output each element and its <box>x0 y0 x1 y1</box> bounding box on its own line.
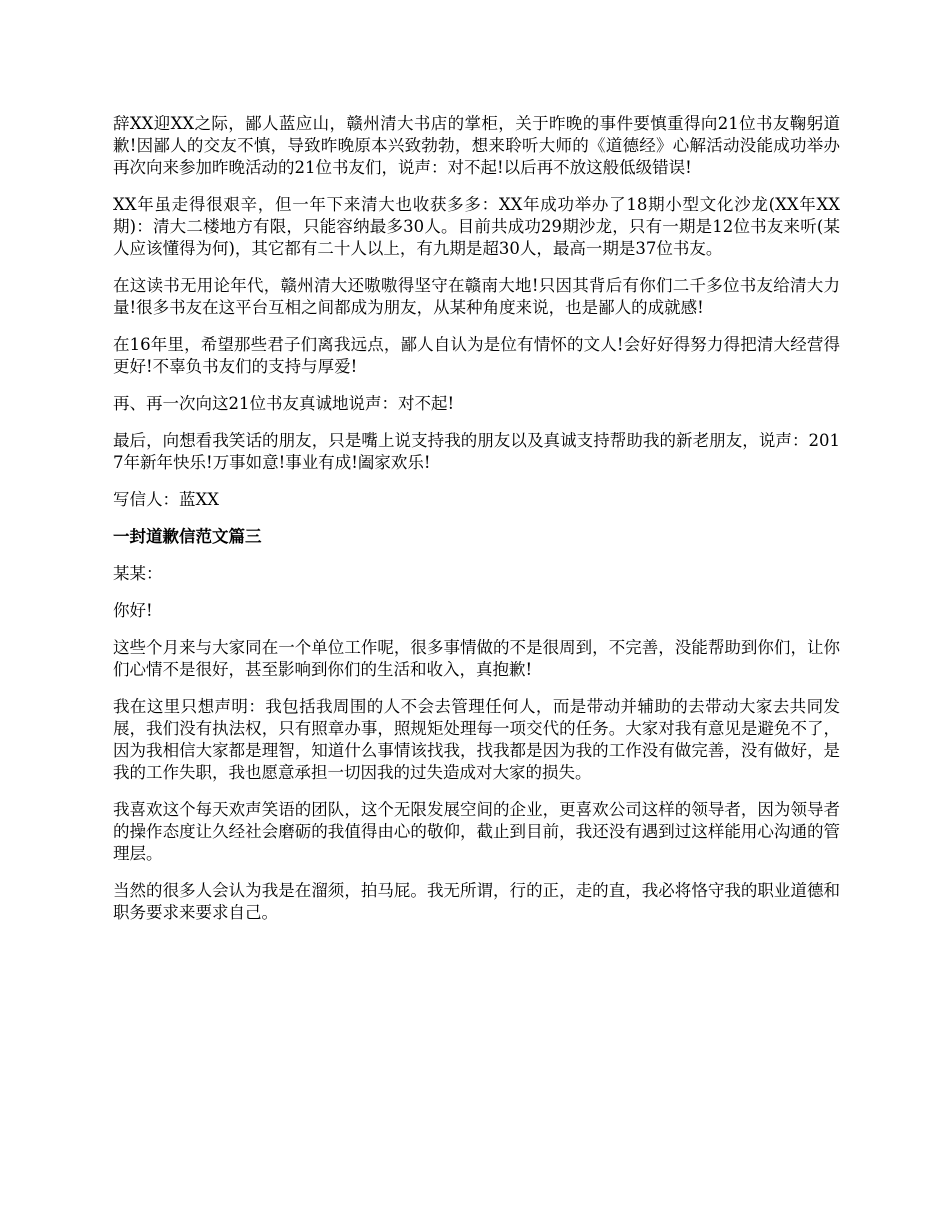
paragraph-year-review: XX年虽走得很艰辛，但一年下来清大也收获多多：XX年成功举办了18期小型文化沙龙(XX年XX期)：清大二楼地方有限，只能容纳最多30人。目前共成功29期沙龙，只有一期是12位书友来听(某人应该懂得为何)，其它都有二十人以上，有九期是超30人，最高一期是37位书友。 <box>113 195 840 258</box>
paragraph-apology-work: 这些个月来与大家同在一个单位工作呢，很多事情做的不是很周到，不完善，没能帮助到你们，让你们心情不是很好，甚至影响到你们的生活和收入，真抱歉! <box>113 638 840 679</box>
paragraph-apology-again: 再、再一次向这21位书友真诚地说声：对不起! <box>113 394 455 413</box>
paragraph-statement: 我在这里只想声明：我包括我周围的人不会去管理任何人，而是带动并辅助的去带动大家去共同发展，我们没有执法权，只有照章办事，照规矩处理每一项交代的任务。大家对我有意见是避免不了，因为我相信大家都是理智，知道什么事情该找我，找我都是因为我的工作没有做完善，没有做好，是我的工作失职，我也愿意承担一切因我的过失造成对大家的损失。 <box>113 697 840 782</box>
paragraph-greeting: 你好! <box>113 601 153 620</box>
section-heading: 一封道歉信范文篇三 <box>113 527 262 546</box>
paragraph-salutation: 某某： <box>113 564 163 583</box>
paragraph-apology-intro: 辞XX迎XX之际，鄙人蓝应山，赣州清大书店的掌柜，关于昨晚的事件要慎重得向21位书友鞠躬道歉!因鄙人的交友不慎，导致昨晚原本兴致勃勃，想来聆听大师的《道德经》心解活动没能成功举办再次向来参加昨晚活动的21位书友们，说声：对不起!以后再不放这般低级错误! <box>113 114 840 177</box>
paragraph-team: 我喜欢这个每天欢声笑语的团队，这个无限发展空间的企业，更喜欢公司这样的领导者，因为领导者的操作态度让久经社会磨砺的我值得由心的敬仰，截止到目前，我还没有遇到过这样能用心沟通的管理层。 <box>113 800 840 863</box>
paragraph-signature: 写信人：蓝XX <box>113 490 219 509</box>
paragraph-hope: 在16年里，希望那些君子们离我远点，鄙人自认为是位有情怀的文人!会好好得努力得把清大经营得更好!不辜负书友们的支持与厚爱! <box>113 335 840 376</box>
document-page <box>113 113 840 939</box>
paragraph-new-year-wishes: 最后，向想看我笑话的朋友，只是嘴上说支持我的朋友以及真诚支持帮助我的新老朋友，说声：2017年新年快乐!万事如意!事业有成!阖家欢乐! <box>113 431 840 472</box>
paragraph-conduct: 当然的很多人会认为我是在溜须，拍马屁。我无所谓，行的正，走的直，我必将恪守我的职业道德和职务要求来要求自己。 <box>113 881 840 922</box>
paragraph-persistence: 在这读书无用论年代，赣州清大还嗷嗷得坚守在赣南大地!只因其背后有你们二千多位书友给清大力量!很多书友在这平台互相之间都成为朋友，从某种角度来说，也是鄙人的成就感! <box>113 276 840 317</box>
